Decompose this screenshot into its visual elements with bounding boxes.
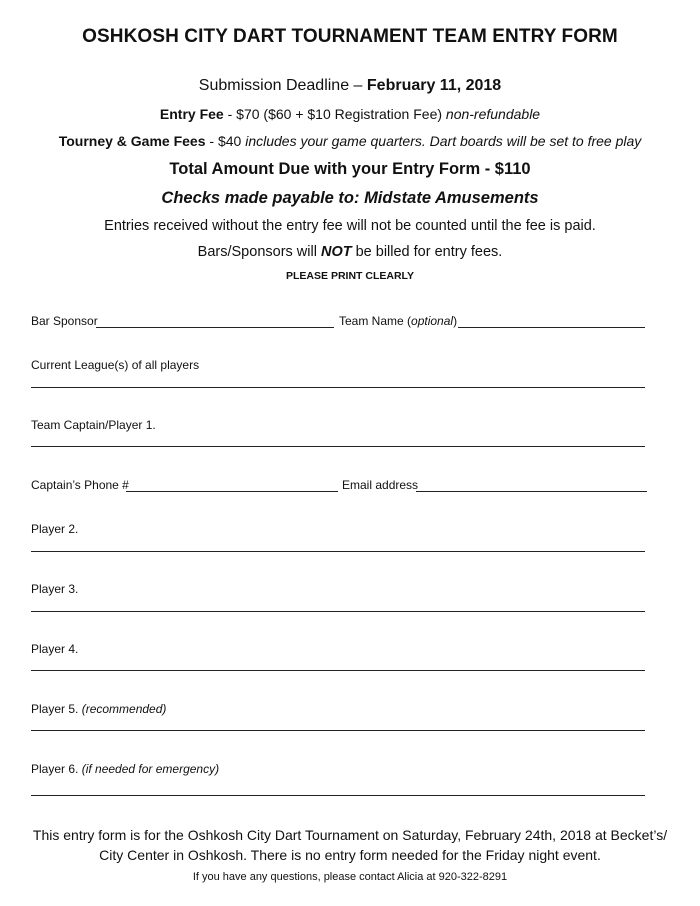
player-3-label: Player 3.	[31, 582, 79, 596]
form-title: OSHKOSH CITY DART TOURNAMENT TEAM ENTRY FORM	[82, 26, 618, 47]
player-5-note: (recommended)	[81, 702, 167, 716]
tourney-fees	[0, 133, 700, 149]
player-5-field[interactable]	[31, 730, 645, 731]
team-name-optional: optional	[411, 314, 454, 328]
deadline-date: February 11, 2018	[366, 77, 502, 94]
team-captain-label: Team Captain/Player 1.	[31, 418, 156, 432]
tourney-note: includes your game quarters. Dart boards will be set to free play	[245, 133, 642, 149]
bars-suffix: be billed for entry fees.	[351, 244, 503, 260]
current-leagues-field[interactable]	[31, 387, 645, 388]
entry-fee-note: non-refundable	[445, 106, 541, 122]
bars-prefix: Bars/Sponsors will	[197, 244, 321, 260]
submission-deadline	[0, 77, 700, 95]
footer-line-2: City Center in Oshkosh. There is no entry form needed for the Friday night event.	[99, 847, 601, 863]
team-name-label: Team Name (optional)	[339, 314, 458, 328]
player-4-field[interactable]	[31, 670, 645, 671]
tourney-label: Tourney & Game Fees	[58, 133, 206, 149]
print-clearly: PLEASE PRINT CLEARLY	[286, 270, 414, 282]
entry-fee	[0, 106, 700, 122]
captain-phone-label: Captain’s Phone #	[31, 478, 129, 492]
contact-info: If you have any questions, please contact Alicia at 920-322-8291	[192, 871, 508, 883]
player-6-label: Player 6. (if needed for emergency)	[31, 762, 220, 776]
deadline-label: Submission Deadline –	[198, 77, 367, 94]
player-6-field[interactable]	[31, 795, 645, 796]
player-6-note: (if needed for emergency)	[81, 762, 220, 776]
email-field[interactable]	[416, 491, 647, 492]
email-label: Email address	[342, 478, 419, 492]
entries-note: Entries received without the entry fee will not be counted until the fee is paid.	[104, 218, 596, 234]
team-captain-field[interactable]	[31, 446, 645, 447]
player-4-label: Player 4.	[31, 642, 79, 656]
player-2-field[interactable]	[31, 551, 645, 552]
player-5-label: Player 5. (recommended)	[31, 702, 167, 716]
captain-phone-field[interactable]	[126, 491, 338, 492]
entry-fee-text: - $70 ($60 + $10 Registration Fee)	[223, 106, 446, 122]
checks-payable: Checks made payable to: Midstate Amusements	[161, 189, 539, 207]
bar-sponsor-field[interactable]	[96, 327, 334, 328]
player-2-label: Player 2.	[31, 522, 79, 536]
bar-sponsor-label: Bar Sponsor	[31, 314, 98, 328]
team-name-field[interactable]	[458, 327, 645, 328]
entry-fee-label: Entry Fee	[159, 106, 224, 122]
tourney-text: - $40	[205, 133, 246, 149]
total-amount-due: Total Amount Due with your Entry Form - $110	[169, 160, 531, 178]
current-leagues-label: Current League(s) of all players	[31, 358, 200, 372]
player-3-field[interactable]	[31, 611, 645, 612]
bars-sponsors-note	[0, 244, 700, 260]
footer-line-1: This entry form is for the Oshkosh City Dart Tournament on Saturday, February 24th, 2018 at Becket’s/	[32, 827, 668, 843]
bars-not: NOT	[320, 244, 352, 260]
